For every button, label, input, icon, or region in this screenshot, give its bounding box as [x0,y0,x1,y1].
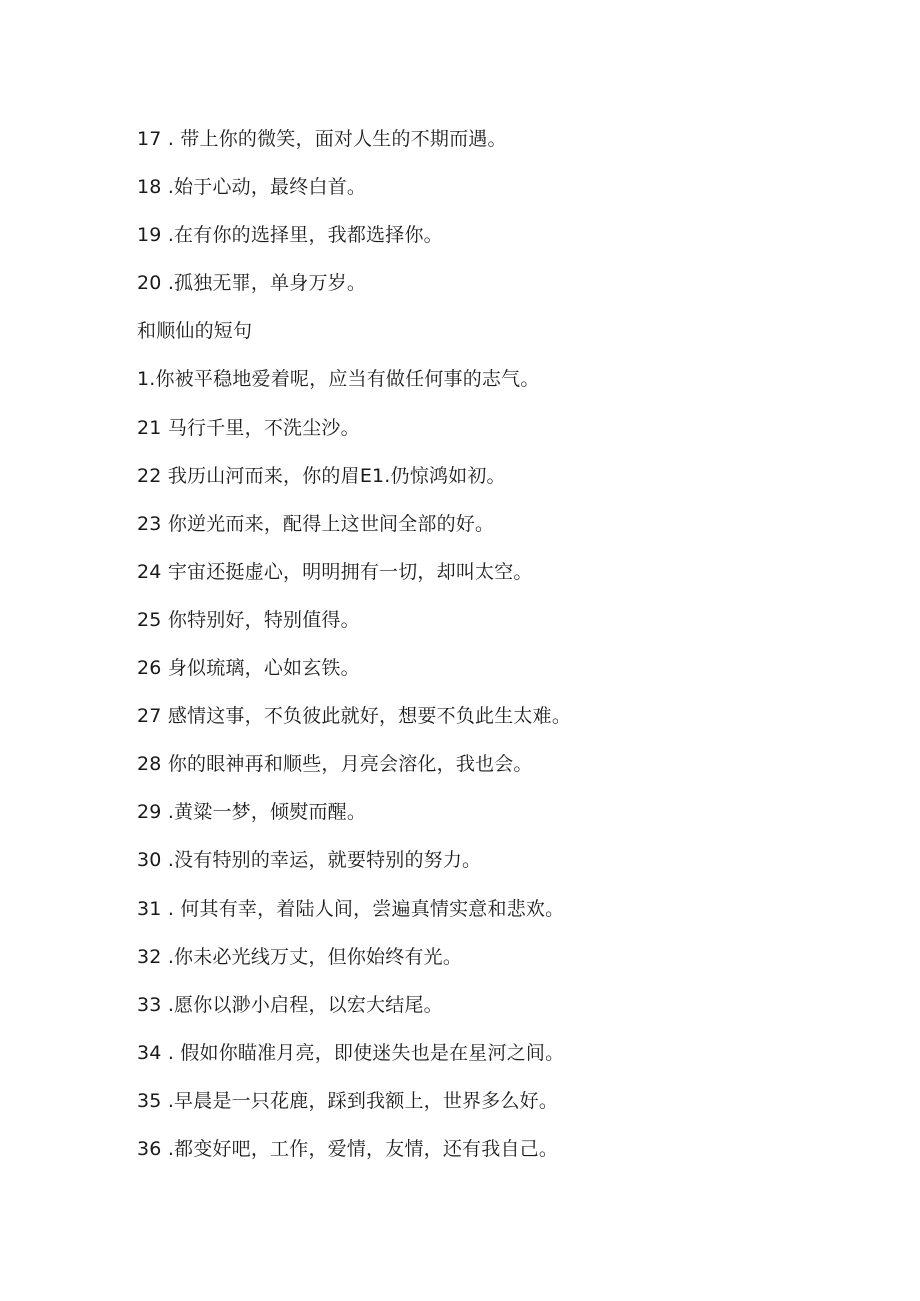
text-line: 28 你的眼神再和顺些，月亮会溶化，我也会。 [137,753,533,776]
text-line: 22 我历山河而来，你的眉E1.仍惊鸿如初。 [137,464,506,487]
text-line: 25 你特别好，特别值得。 [137,608,360,631]
text-line: 26 身似琉璃，心如玄铁。 [137,657,360,680]
text-line: 19 .在有你的选择里，我都选择你。 [137,224,443,247]
text-line: 24 宇宙还挺虚心，明明拥有一切，却叫太空。 [137,560,533,583]
text-line: 32 .你未必光线万丈，但你始终有光。 [137,945,463,968]
text-lines [137,120,877,1178]
text-line: 17 . 带上你的微笑，面对人生的不期而遇。 [137,128,507,150]
text-line: 1.你被平稳地爱着呢，应当有做任何事的志气。 [137,368,540,391]
text-line: 18 .始于心动，最终白首。 [137,176,367,199]
text-line: 31 . 何其有幸，着陆人间，尝遍真情实意和悲欢。 [137,897,565,920]
text-line: 29 .黄粱一梦，倾熨而醒。 [137,801,367,824]
text-line: 34 . 假如你瞄准月亮，即使迷失也是在星河之间。 [137,1041,565,1064]
text-line: 20 .孤独无罪，单身万岁。 [137,272,367,295]
text-line: 30 .没有特别的幸运，就要特别的努力。 [137,849,482,872]
text-line: 23 你逆光而来，配得上这世间全部的好。 [137,512,495,535]
text-line: 36 .都变好吧，工作，爱情，友情，还有我自己。 [137,1137,559,1160]
text-line: 35 .早晨是一只花鹿，踩到我额上，世界多么好。 [137,1089,559,1112]
section-heading: 和顺仙的短句 [137,320,253,343]
text-line: 27 感情这事，不负彼此就好，想要不负此生太难。 [137,705,572,728]
text-line: 21 马行千里，不洗尘沙。 [137,416,360,439]
text-line: 33 .愿你以渺小启程，以宏大结尾。 [137,993,443,1016]
